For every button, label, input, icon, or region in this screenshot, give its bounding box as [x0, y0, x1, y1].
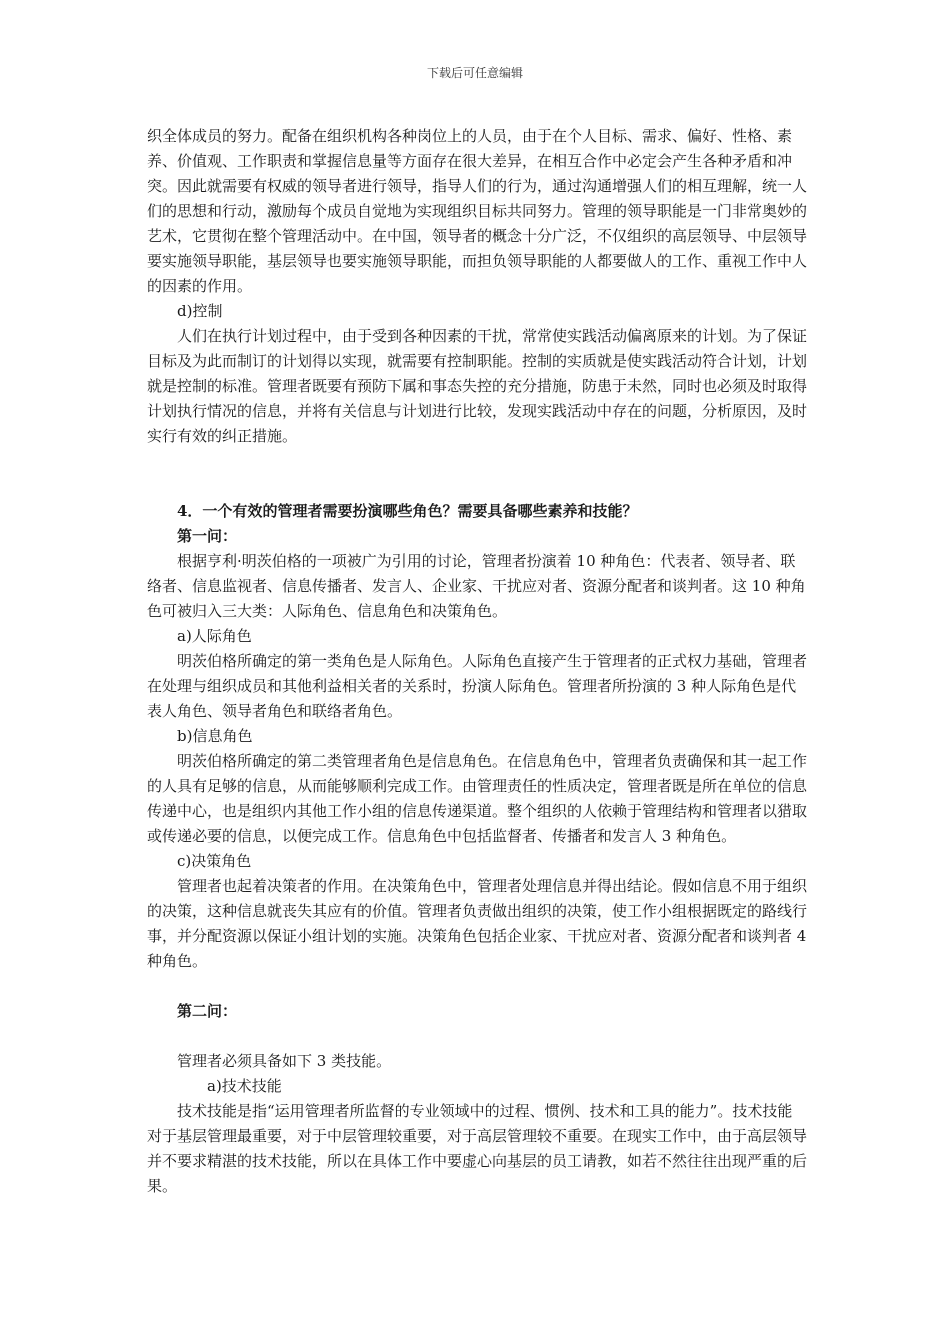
document-body — [147, 124, 807, 1199]
question-4-heading: 4．一个有效的管理者需要扮演哪些角色？需要具备哪些素养和技能？ — [177, 502, 638, 520]
paragraph-technical-skills: 技术技能是指“运用管理者所监督的专业领域中的过程、惯例、技术和工具的能力”。技术技能对于基层管理最重要，对于中层管理较重要，对于高层管理较不重要。在现实工作中，由于高层领导并不要求精湛的技术技能，所以在具体工作中要虚心向基层的员工请教，如若不然往往出现严重的后果。 — [147, 1102, 808, 1195]
page-header: 下载后可任意编辑 — [426, 66, 523, 80]
spacer — [147, 449, 807, 499]
paragraph-informational-roles: 明茨伯格所确定的第二类管理者角色是信息角色。在信息角色中，管理者负责确保和其一起工作的人具有足够的信息，从而能够顺利完成工作。由管理责任的性质决定，管理者既是所在单位的信息传递中心，也是组织内其他工作小组的信息传递渠道。整个组织的人依赖于管理结构和管理者以猎取或传递必要的信息，以便完成工作。信息角色中包括监督者、传播者和发言人 3 种角色。 — [147, 752, 808, 845]
paragraph-leadership: 织全体成员的努力。配备在组织机构各种岗位上的人员，由于在个人目标、需求、偏好、性格、素养、价值观、工作职责和掌握信息量等方面存在很大差异，在相互合作中必定会产生各种矛盾和冲突。因此就需要有权威的领导者进行领导，指导人们的行为，通过沟通增强人们的相互理解，统一人们的思想和行动，激励每个成员自觉地为实现组织目标共同努力。管理的领导职能是一门非常奥妙的艺术，它贯彻在整个管理活动中。在中国，领导者的概念十分广泛，不仅组织的高层领导、中层领导要实施领导职能，基层领导也要实施领导职能，而担负领导职能的人都要做人的工作、重视工作中人的因素的作用。 — [147, 127, 808, 295]
spacer — [147, 1024, 807, 1049]
heading-decisional-roles: c)决策角色 — [177, 852, 252, 870]
paragraph-decisional-roles: 管理者也起着决策者的作用。在决策角色中，管理者处理信息并得出结论。假如信息不用于组织的决策，这种信息就丧失其应有的价值。管理者负责做出组织的决策，使工作小组根据既定的路线行事，并分配资源以保证小组计划的实施。决策角色包括企业家、干扰应对者、资源分配者和谈判者 4 种角色。 — [147, 877, 808, 970]
paragraph-skills-intro: 管理者必须具备如下 3 类技能。 — [177, 1052, 392, 1070]
heading-control: d)控制 — [177, 302, 223, 320]
first-question-label: 第一问： — [177, 527, 238, 545]
heading-informational-roles: b)信息角色 — [177, 727, 253, 745]
spacer — [147, 974, 807, 999]
second-question-label: 第二问： — [177, 1002, 238, 1020]
heading-technical-skills: a)技术技能 — [207, 1077, 282, 1095]
paragraph-interpersonal-roles: 明茨伯格所确定的第一类角色是人际角色。人际角色直接产生于管理者的正式权力基础，管理者在处理与组织成员和其他利益相关者的关系时，扮演人际角色。管理者所扮演的 3 种人际角色是代表人角色、领导者角色和联络者角色。 — [147, 652, 808, 720]
heading-interpersonal-roles: a)人际角色 — [177, 627, 252, 645]
paragraph-control: 人们在执行计划过程中，由于受到各种因素的干扰，常常使实践活动偏离原来的计划。为了保证目标及为此而制订的计划得以实现，就需要有控制职能。控制的实质就是使实践活动符合计划，计划就是控制的标准。管理者既要有预防下属和事态失控的充分措施，防患于未然，同时也必须及时取得计划执行情况的信息，并将有关信息与计划进行比较，发现实践活动中存在的问题，分析原因，及时实行有效的纠正措施。 — [147, 327, 808, 445]
paragraph-roles-overview: 根据亨利·明茨伯格的一项被广为引用的讨论，管理者扮演着 10 种角色：代表者、领导者、联络者、信息监视者、信息传播者、发言人、企业家、干扰应对者、资源分配者和谈判者。这 10 种角色可被归入三大类：人际角色、信息角色和决策角色。 — [147, 552, 806, 620]
